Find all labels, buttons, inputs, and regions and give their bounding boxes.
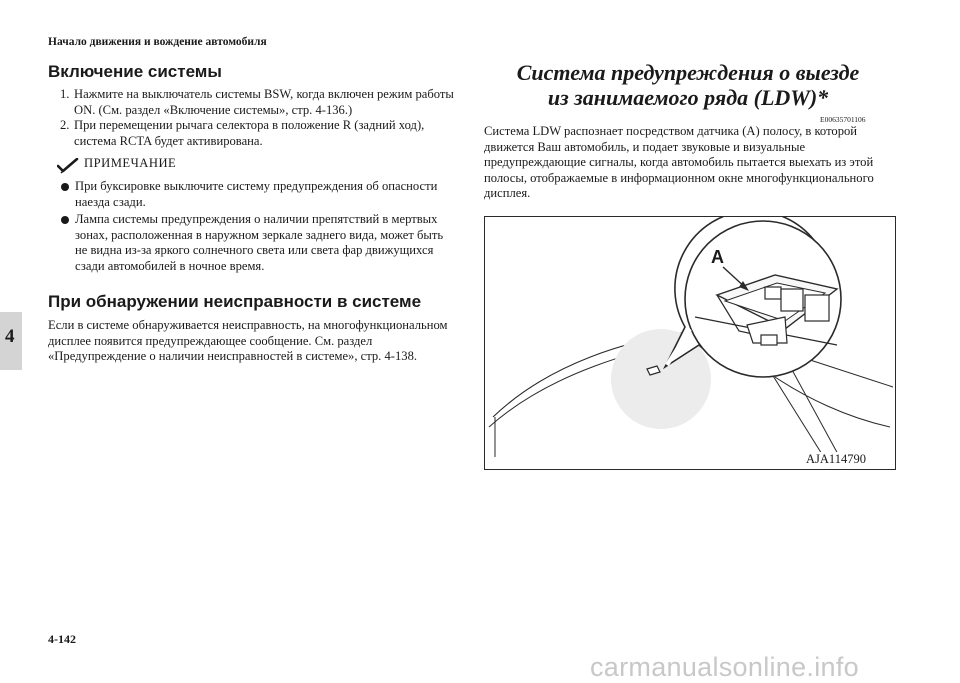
sensor-illustration <box>485 217 895 469</box>
bullet-icon <box>61 216 69 224</box>
malfunction-text: Если в системе обнаруживается неисправность, на многофункциональном дисплее появится предупреждающее сообщение. См. раздел «Предупреждение о наличии неисправностей в системе», стр. 4-138. <box>48 318 448 364</box>
ldw-title <box>478 60 898 110</box>
ldw-sensor-figure <box>484 216 896 470</box>
note-label: ПРИМЕЧАНИЕ <box>84 156 177 170</box>
list-item <box>60 87 455 118</box>
watermark: carmanualsonline.info <box>590 652 859 682</box>
chapter-tab-number: 4 <box>5 326 15 347</box>
bullet-icon <box>61 183 69 191</box>
list-item <box>60 118 455 149</box>
note-text: Лампа системы предупреждения о наличии препятствий в мертвых зонах, расположенная в наружном зеркале заднего вида, может быть не видна из-за яркого солнечного света или света фар движущихся сзади автомобилей в ночное время. <box>75 212 444 273</box>
figure-code: AJA114790 <box>806 452 866 466</box>
note-text: При буксировке выключите систему предупреждения об опасности наезда сзади. <box>75 179 438 209</box>
step-text: При перемещении рычага селектора в положение R (задний ход), система RCTA будет активирована. <box>74 118 425 148</box>
document-code: E00635701106 <box>820 115 866 124</box>
step-number: 1. <box>60 87 70 101</box>
note-list <box>60 179 450 277</box>
list-item <box>60 179 450 210</box>
step-number: 2. <box>60 118 70 133</box>
note-pencil-icon <box>57 158 79 179</box>
page-number: 4-142 <box>48 632 76 646</box>
ldw-title-line1: Система предупреждения о выезде <box>516 60 860 85</box>
steps-list <box>60 87 455 149</box>
list-item <box>60 212 450 274</box>
callout-label: A <box>711 247 724 267</box>
step-text: Нажмите на выключатель системы BSW, когда включен режим работы ON. (См. раздел «Включение системы», стр. 4-136.) <box>74 87 454 117</box>
ldw-description: Система LDW распознает посредством датчика (A) полосу, в которой движется Ваш автомобиль, и подает звуковые и визуальные предупреждающие сигналы, когда автомобиль пытается выехать из этой полосы, отображаемые в информационном окне многофункционального дисплея. <box>484 124 874 201</box>
section-title-malfunction: При обнаружении неисправности в системе <box>48 292 422 311</box>
ldw-title-line2: из занимаемого ряда (LDW)* <box>547 85 829 110</box>
running-header: Начало движения и вождение автомобиля <box>48 36 267 48</box>
section-title-enable: Включение системы <box>48 62 222 81</box>
